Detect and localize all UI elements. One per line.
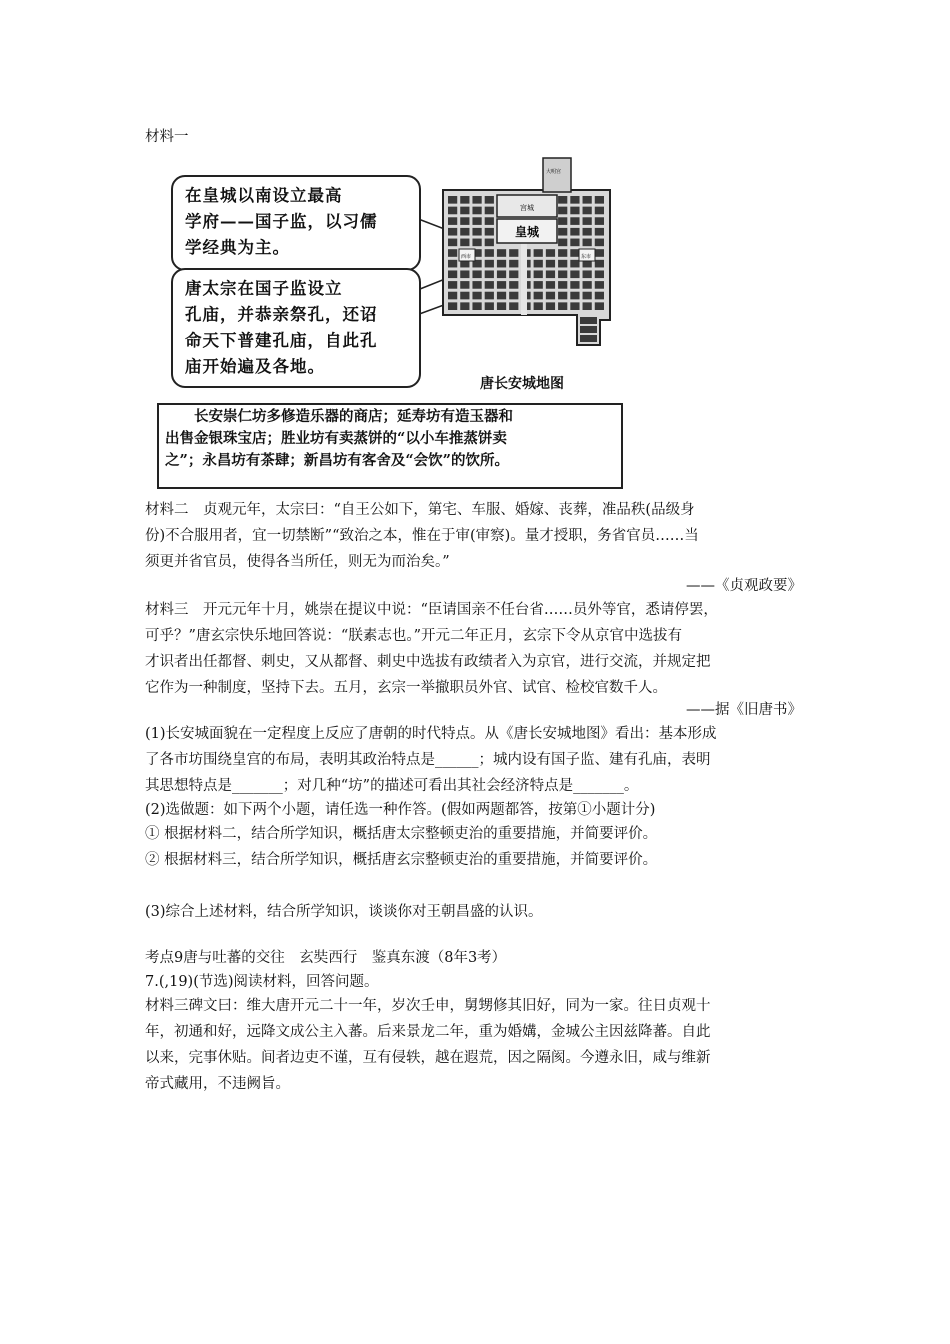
city-ward [448, 239, 457, 247]
city-ward [570, 270, 579, 278]
city-ward [570, 207, 579, 215]
city-ward [570, 196, 579, 204]
city-ward [497, 249, 506, 257]
city-ward [448, 196, 457, 204]
city-ward [497, 270, 506, 278]
chang-an-figure [165, 155, 615, 485]
callout-1-line: 在皇城以南设立最高 [185, 186, 343, 205]
city-ward [583, 207, 592, 215]
material-2-line: 份)不合服用者，宜一切禁断”“致治之本，惟在于审(审察)。量才授职，务省官员……当 [145, 528, 699, 544]
city-ward [485, 281, 494, 289]
material-3-line: 它作为一种制度，坚持下去。五月，玄宗一举撤职员外官、试官、检校官数千人。 [145, 680, 667, 696]
ward-line: 长安崇仁坊多修造乐器的商店；延寿坊有造玉器和 [194, 408, 513, 425]
city-ward [460, 196, 469, 204]
city-ward [448, 207, 457, 215]
city-ward [448, 302, 457, 310]
question-line: 其思想特点是_______；对几种“坊”的描述可看出其社会经济特点是_______。 [145, 778, 639, 794]
question-line: (2)选做题：如下两个小题，请任选一种作答。(假如两题都答，按第①小题计分) [145, 802, 656, 818]
material-2-source: ——《贞观政要》 [686, 578, 802, 594]
material-3b-line: 以来，完事休贴。间者边吏不谨，互有侵轶，越在遐荒，因之隔阂。今遵永旧，咸与维新 [145, 1050, 711, 1066]
city-ward [546, 249, 555, 257]
material-1-label: 材料一 [145, 129, 189, 145]
city-ward [595, 239, 604, 247]
city-ward [534, 302, 543, 310]
material-3b-line: 材料三碑文曰：维大唐开元二十一年，岁次壬申，舅甥修其旧好，同为一家。往日贞观十 [145, 998, 711, 1014]
city-ward [472, 281, 481, 289]
city-ward [558, 207, 567, 215]
city-ward [583, 281, 592, 289]
city-ward [460, 207, 469, 215]
imperial-city-label: 皇城 [515, 225, 540, 239]
city-ward [558, 260, 567, 268]
callout-2-line: 唐太宗在国子监设立 [185, 279, 343, 298]
city-ward [546, 292, 555, 300]
city-ward [485, 196, 494, 204]
city-ward [570, 292, 579, 300]
city-ward [570, 239, 579, 247]
question-line: 了各市坊围绕皇宫的布局，表明其政治特点是______；城内设有国子监、建有孔庙，表明 [145, 752, 711, 768]
city-ward [558, 281, 567, 289]
city-ward [472, 207, 481, 215]
ward-line: 出售金银珠宝店；胜业坊有卖蒸饼的“以小车推蒸饼卖 [165, 430, 507, 447]
city-ward [448, 249, 457, 257]
city-ward [595, 302, 604, 310]
city-ward [558, 270, 567, 278]
city-ward [448, 228, 457, 236]
city-ward [534, 270, 543, 278]
city-ward [448, 281, 457, 289]
west-market-label: 西市 [461, 254, 472, 260]
city-ward [595, 270, 604, 278]
city-ward [472, 292, 481, 300]
question-line: (1)长安城面貌在一定程度上反应了唐朝的时代特点。从《唐长安城地图》看出：基本形成 [145, 726, 717, 742]
city-ward [583, 302, 592, 310]
daming-palace-label: 大明宫 [546, 169, 562, 175]
city-ward [580, 317, 597, 324]
daming-palace-block [543, 158, 571, 192]
material-2-line: 材料二 贞观元年，太宗曰：“自王公如下，第宅、车服、婚嫁、丧葬，准品秩(品级身 [145, 502, 695, 518]
city-ward [472, 196, 481, 204]
city-ward [509, 281, 518, 289]
ward-description-box [157, 403, 623, 489]
city-ward [558, 196, 567, 204]
callout-1-line: 学府——国子监，以习儒 [185, 212, 378, 231]
material-2-line: 须更并省官员，使得各当所任，则无为而治矣。” [145, 554, 450, 570]
city-ward [509, 270, 518, 278]
city-ward [580, 335, 597, 342]
city-ward [472, 228, 481, 236]
city-ward [583, 217, 592, 225]
vermilion-avenue [521, 243, 527, 315]
city-ward [485, 249, 494, 257]
city-ward [509, 260, 518, 268]
city-ward [570, 302, 579, 310]
city-ward [570, 260, 579, 268]
city-ward [509, 302, 518, 310]
city-ward [485, 270, 494, 278]
city-ward [497, 281, 506, 289]
city-ward [546, 260, 555, 268]
city-ward [546, 281, 555, 289]
city-ward [583, 239, 592, 247]
city-ward [485, 217, 494, 225]
city-ward [472, 239, 481, 247]
palace-label: 宫城 [520, 204, 534, 212]
city-ward [558, 239, 567, 247]
city-ward [595, 196, 604, 204]
city-ward [509, 292, 518, 300]
callout-2-line: 命天下普建孔庙，自此孔 [185, 331, 378, 350]
city-ward [546, 270, 555, 278]
material-3-line: 可乎？”唐玄宗快乐地回答说：“朕素志也。”开元二年正月，玄宗下令从京官中选拔有 [145, 628, 682, 644]
city-ward [546, 302, 555, 310]
city-ward [570, 281, 579, 289]
ward-line: 之”；永昌坊有茶肆；新昌坊有客舍及“会饮”的饮所。 [165, 452, 510, 469]
city-ward [583, 228, 592, 236]
callout-1-line: 学经典为主。 [185, 238, 290, 257]
city-ward [558, 217, 567, 225]
city-ward [460, 292, 469, 300]
city-ward [460, 239, 469, 247]
material-3-line: 材料三 开元元年十月，姚崇在提议中说：“臣请国亲不任台省……员外等官，悉请停罢， [145, 602, 718, 618]
city-ward [558, 302, 567, 310]
city-ward [570, 217, 579, 225]
city-ward [595, 292, 604, 300]
city-ward [570, 228, 579, 236]
city-ward [448, 217, 457, 225]
city-ward [558, 249, 567, 257]
city-ward [595, 249, 604, 257]
city-ward [595, 228, 604, 236]
city-ward [460, 302, 469, 310]
city-ward [534, 292, 543, 300]
city-ward [485, 260, 494, 268]
city-ward [558, 292, 567, 300]
map-caption: 唐长安城地图 [480, 376, 564, 392]
city-ward [595, 260, 604, 268]
city-ward [595, 207, 604, 215]
material-3b-line: 帝式藏用，不违阙旨。 [145, 1076, 290, 1092]
city-ward [448, 260, 457, 268]
city-ward [472, 302, 481, 310]
city-ward [448, 270, 457, 278]
city-ward [570, 249, 579, 257]
question-3: (3)综合上述材料，结合所学知识，谈谈你对王朝昌盛的认识。 [145, 904, 543, 920]
city-ward [485, 228, 494, 236]
city-ward [583, 292, 592, 300]
material-3b-line: 年，初通和好，远降文成公主入蕃。后来景龙二年，重为婚媾，金城公主因兹降蕃。自此 [145, 1024, 711, 1040]
callout-2-line: 孔庙，并恭亲祭孔，还诏 [185, 305, 378, 324]
city-ward [485, 239, 494, 247]
city-ward [583, 196, 592, 204]
city-ward [485, 207, 494, 215]
city-ward [558, 228, 567, 236]
material-3-line: 才识者出任都督、刺史，又从都督、刺史中选拔有政绩者入为京官，进行交流，并规定把 [145, 654, 711, 670]
city-ward [472, 270, 481, 278]
material-3-source: ——据《旧唐书》 [686, 702, 802, 718]
city-ward [534, 260, 543, 268]
city-ward [595, 217, 604, 225]
city-ward [485, 302, 494, 310]
city-ward [448, 292, 457, 300]
callout-2-line: 庙开始遍及各地。 [185, 357, 325, 376]
city-ward [472, 217, 481, 225]
city-ward [534, 249, 543, 257]
city-ward [534, 281, 543, 289]
city-ward [460, 281, 469, 289]
city-ward [497, 260, 506, 268]
question-7: 7.(,19)(节选)阅读材料，回答问题。 [145, 974, 379, 990]
city-ward [497, 302, 506, 310]
east-market-label: 东市 [581, 254, 592, 260]
city-ward [485, 292, 494, 300]
topic-9-heading: 考点9唐与吐蕃的交往 玄奘西行 鉴真东渡（8年3考） [145, 950, 507, 966]
city-ward [460, 228, 469, 236]
city-ward [509, 249, 518, 257]
city-ward [497, 292, 506, 300]
city-ward [583, 270, 592, 278]
question-line: ① 根据材料二，结合所学知识，概括唐太宗整顿吏治的重要措施，并简要评价。 [145, 826, 658, 842]
callout-imperial-academy [171, 175, 421, 271]
city-ward [595, 281, 604, 289]
question-line: ② 根据材料三，结合所学知识，概括唐玄宗整顿吏治的重要措施，并简要评价。 [145, 852, 658, 868]
callout-confucius-temple [171, 268, 421, 388]
city-ward [460, 270, 469, 278]
city-ward [460, 217, 469, 225]
city-ward [580, 326, 597, 333]
